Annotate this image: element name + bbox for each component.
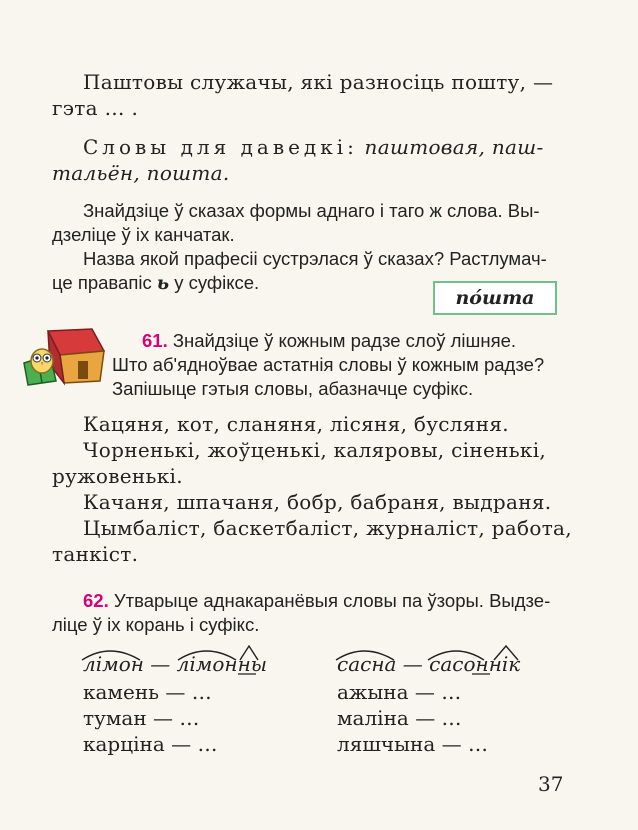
ending-underline-left bbox=[78, 672, 278, 676]
task-line-4-text: це правапіс bbox=[52, 272, 157, 293]
exercise-62-number: 62. bbox=[83, 590, 109, 611]
soft-sign-letter: ь bbox=[156, 273, 170, 294]
reference-label: Словы для даведкі: bbox=[83, 135, 358, 159]
right-item-3: ляшчына — … bbox=[337, 732, 489, 756]
exercise-62-instruction: Утварыце аднакаранёвыя словы па ўзоры. Выдзе- bbox=[108, 590, 551, 611]
ending-underline-right bbox=[332, 672, 542, 676]
root-suffix-marks-right bbox=[332, 638, 542, 668]
exercise-61-line-3: Запішыце гэтыя словы, абазначце суфікс. bbox=[112, 378, 474, 399]
riddle-line-2: гэта … . bbox=[52, 96, 139, 120]
task-line-4 bbox=[52, 272, 259, 294]
exercise-61-row-3: Качаня, шпачаня, бобр, бабраня, выдраня. bbox=[83, 490, 552, 514]
riddle-line-1: Паштовы служачы, які разносіць пошту, — bbox=[83, 70, 554, 94]
left-item-1: камень — … bbox=[83, 680, 212, 704]
example-left-derived: лімонны bbox=[176, 652, 268, 676]
owl-reading-book-icon bbox=[20, 325, 110, 387]
example-right-word: сасна bbox=[337, 652, 397, 676]
exercise-62-line-1 bbox=[83, 590, 550, 612]
reference-words-2: тальён, пошта. bbox=[52, 161, 230, 185]
left-item-2: туман — … bbox=[83, 706, 200, 730]
right-item-1: ажына — … bbox=[337, 680, 462, 704]
task-line-4-end: у суфіксе. bbox=[169, 272, 260, 293]
exercise-61-row-2: Чорненькі, жоўценькі, каляровы, сіненькі, bbox=[83, 438, 547, 462]
task-line-2: дзеліце ў іх канчатак. bbox=[52, 224, 235, 245]
exercise-61-row-1: Кацяня, кот, сланяня, лісяня, бусляня. bbox=[83, 412, 509, 436]
exercise-61-line-2: Што аб'ядноўвае астатнія словы ў кожным радзе? bbox=[112, 354, 545, 375]
exercise-61-row-4: Цымбаліст, баскетбаліст, журналіст, работа, bbox=[83, 516, 572, 540]
right-item-2: маліна — … bbox=[337, 706, 462, 730]
left-item-3: карціна — … bbox=[83, 732, 218, 756]
vocabulary-word-box: по́шта bbox=[433, 281, 557, 315]
reference-words-1: паштовая, паш- bbox=[364, 135, 544, 159]
exercise-61-row-4-cont: танкіст. bbox=[52, 542, 139, 566]
exercise-61-number: 61. bbox=[142, 330, 168, 351]
reference-line-1 bbox=[83, 135, 544, 159]
example-left-dash: — bbox=[143, 652, 177, 676]
exercise-62-line-2: ліце ў іх корань і суфікс. bbox=[52, 614, 260, 635]
task-line-1: Знайдзіце ў сказах формы аднаго і таго ж слова. Вы- bbox=[83, 200, 540, 221]
example-right-derived: сасоннік bbox=[429, 652, 521, 676]
exercise-61-instruction: Знайдзіце ў кожным радзе слоў лішняе. bbox=[167, 330, 517, 351]
page-number: 37 bbox=[538, 772, 564, 796]
exercise-61-row-2-cont: ружовенькі. bbox=[52, 464, 183, 488]
example-right-dash: — bbox=[396, 652, 430, 676]
example-left-word: лімон bbox=[83, 652, 144, 676]
exercise-61-line-1 bbox=[142, 330, 516, 352]
root-suffix-marks-left bbox=[78, 638, 278, 668]
task-line-3: Назва якой прафесіі сустрэлася ў сказах? Растлумач- bbox=[83, 248, 547, 269]
